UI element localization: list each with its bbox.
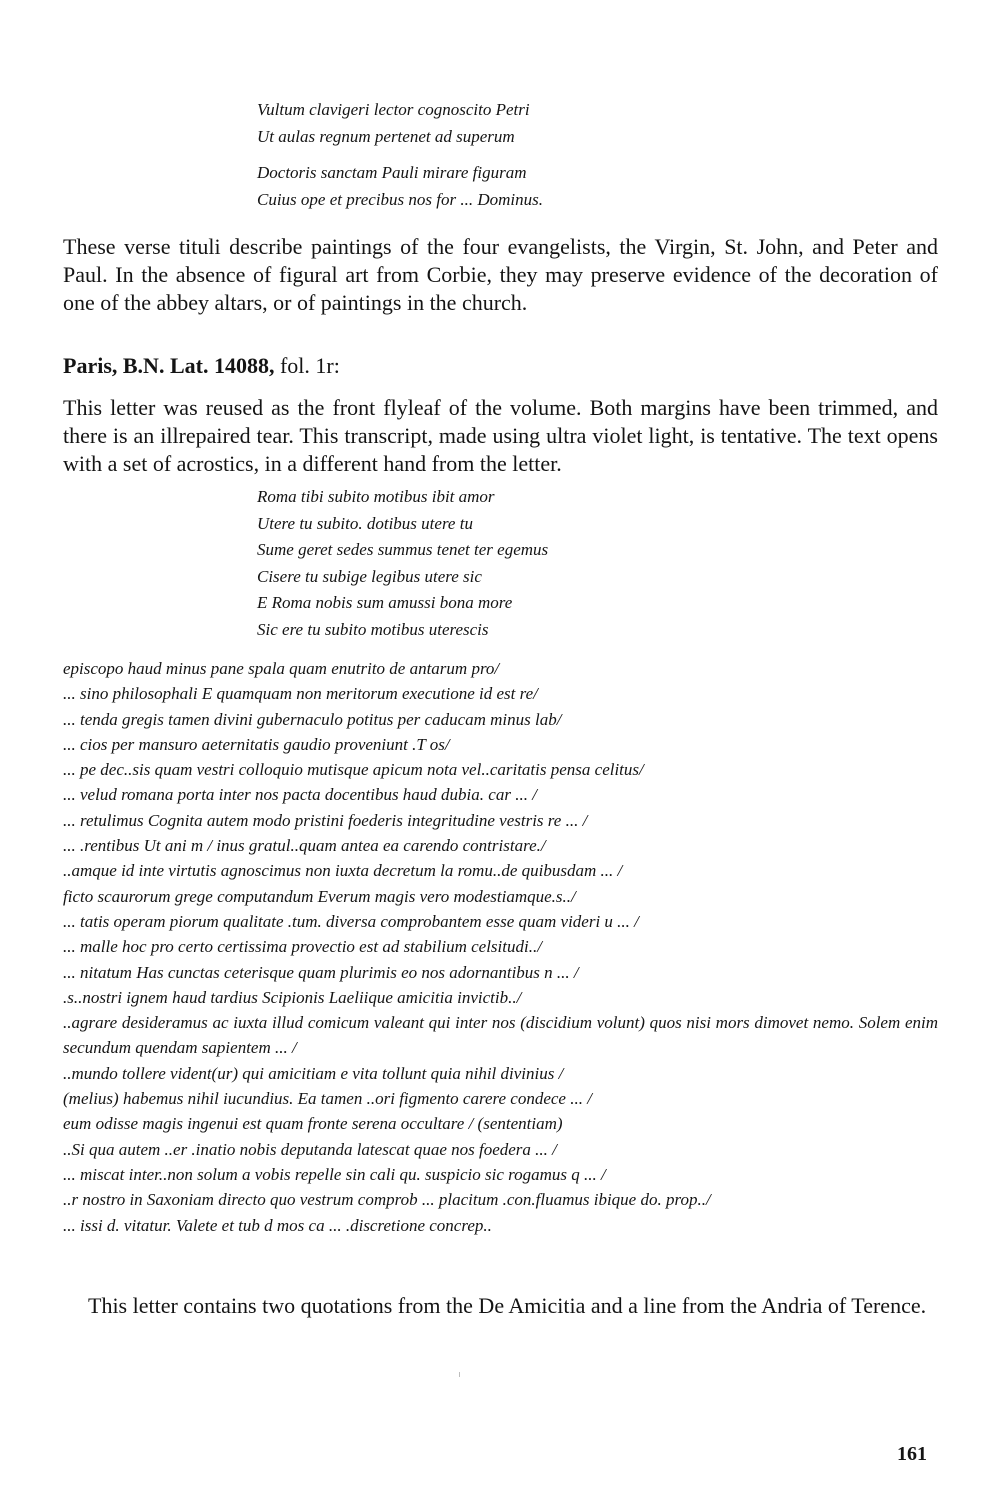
letter-line: episcopo haud minus pane spala quam enutrito de antarum pro/ <box>63 659 500 678</box>
section-heading-rest: fol. 1r: <box>274 353 340 378</box>
intro-paragraph: These verse tituli describe paintings of the four evangelists, the Virgin, St. John, and Peter and Paul. In the absence of figural art from Corbie, they may preserve evidence of the decoration of one of the abbey altars, or of paintings in the church. <box>63 234 938 315</box>
letter-line: ... sino philosophali E quamquam non meritorum executione id est re/ <box>63 684 538 704</box>
letter-transcript <box>63 656 938 1238</box>
description-paragraph: This letter was reused as the front flyleaf of the volume. Both margins have been trimmed, and there is an illrepaired tear. This transcript, made using ultra violet light, is tentative. The text opens with a set of acrostics, in a different hand from the letter. <box>63 395 938 476</box>
section-heading-bold: Paris, B.N. Lat. 14088, <box>63 353 275 378</box>
acrostic-line: Utere tu subito. dotibus utere tu <box>257 513 473 533</box>
letter-line: ... malle hoc pro certo certissima provectio est ad stabilium celsitudi../ <box>63 937 542 957</box>
verse-line: Ut aulas regnum pertenet ad superum <box>257 126 515 146</box>
acrostic-block <box>257 484 548 643</box>
letter-line: .s..nostri ignem haud tardius Scipionis Laeliique amicitia invictib../ <box>63 987 522 1007</box>
letter-line: ..amque id inte virtutis agnoscimus non iuxta decretum la romu..de quibusdam ... / <box>63 861 623 881</box>
letter-line: ficto scaurorum grege computandum Everum magis vero modestiamque.s../ <box>63 886 576 906</box>
letter-line: ... issi d. vitatur. Valete et tub d mos ca ... .discretione concrep.. <box>63 1215 492 1235</box>
acrostic-line: Roma tibi subito motibus ibit amor <box>257 487 495 506</box>
letter-line: ..Si qua autem ..er .inatio nobis deputanda latescat quae nos foedera ... / <box>63 1139 557 1159</box>
acrostic-line: Cisere tu subige legibus utere sic <box>257 566 482 586</box>
acrostic-line: Sume geret sedes summus tenet ter egemus <box>257 540 549 559</box>
section-heading <box>63 352 340 380</box>
letter-line: ... .rentibus Ut ani m / inus gratul..quam antea ea carendo contristare./ <box>63 836 546 856</box>
page-number: 161 <box>897 1443 927 1465</box>
letter-line: ... cios per mansuro aeternitatis gaudio proveniunt .T os/ <box>63 734 450 754</box>
letter-line: ..mundo tollere vident(ur) qui amicitiam e vita tollunt quia nihil divinius / <box>63 1063 564 1083</box>
letter-line: (melius) habemus nihil iucundius. Ea tamen ..ori figmento carere condece ... / <box>63 1089 592 1109</box>
letter-line: ... tatis operam piorum qualitate .tum. diversa comprobantem esse quam videri u ... / <box>63 911 639 931</box>
verse-line: Vultum clavigeri lector cognoscito Petri <box>257 100 530 119</box>
acrostic-line: E Roma nobis sum amussi bona more <box>257 593 513 612</box>
letter-line: ..agrare desideramus ac iuxta illud comicum valeant qui inter nos (discidium volunt) quos nisi mors dimovet nemo. Solem enim secundum quendam sapientem ... / <box>63 1013 938 1058</box>
letter-line: ... nitatum Has cunctas ceterisque quam plurimis eo nos adornantibus n ... / <box>63 962 579 982</box>
verse-line: Cuius ope et precibus nos for ... Dominus. <box>257 189 544 209</box>
verse-line: Doctoris sanctam Pauli mirare figuram <box>257 163 527 182</box>
stanza-gap <box>257 150 543 160</box>
letter-line: ... pe dec..sis quam vestri colloquio mutisque apicum nota vel..caritatis pensa celitus/ <box>63 760 644 780</box>
letter-line: ... miscat inter..non solum a vobis repelle sin cali qu. suspicio sic rogamus q ... / <box>63 1164 606 1184</box>
letter-line: ... retulimus Cognita autem modo pristini foederis integritudine vestris re ... / <box>63 810 588 830</box>
closing-paragraph: This letter contains two quotations from the De Amicitia and a line from the Andria of Terence. <box>88 1293 927 1318</box>
letter-line: ... tenda gregis tamen divini gubernaculo potitus per caducam minus lab/ <box>63 709 562 729</box>
letter-line: ..r nostro in Saxoniam directo quo vestrum comprob ... placitum .con.fluamus ibique do. prop../ <box>63 1190 711 1210</box>
opening-verses <box>257 97 543 213</box>
scan-mark <box>459 1372 460 1377</box>
acrostic-line: Sic ere tu subito motibus uterescis <box>257 619 489 639</box>
letter-line: eum odisse magis ingenui est quam fronte serena occultare / (sententiam) <box>63 1114 563 1134</box>
letter-line: ... velud romana porta inter nos pacta docentibus haud dubia. car ... / <box>63 785 537 805</box>
